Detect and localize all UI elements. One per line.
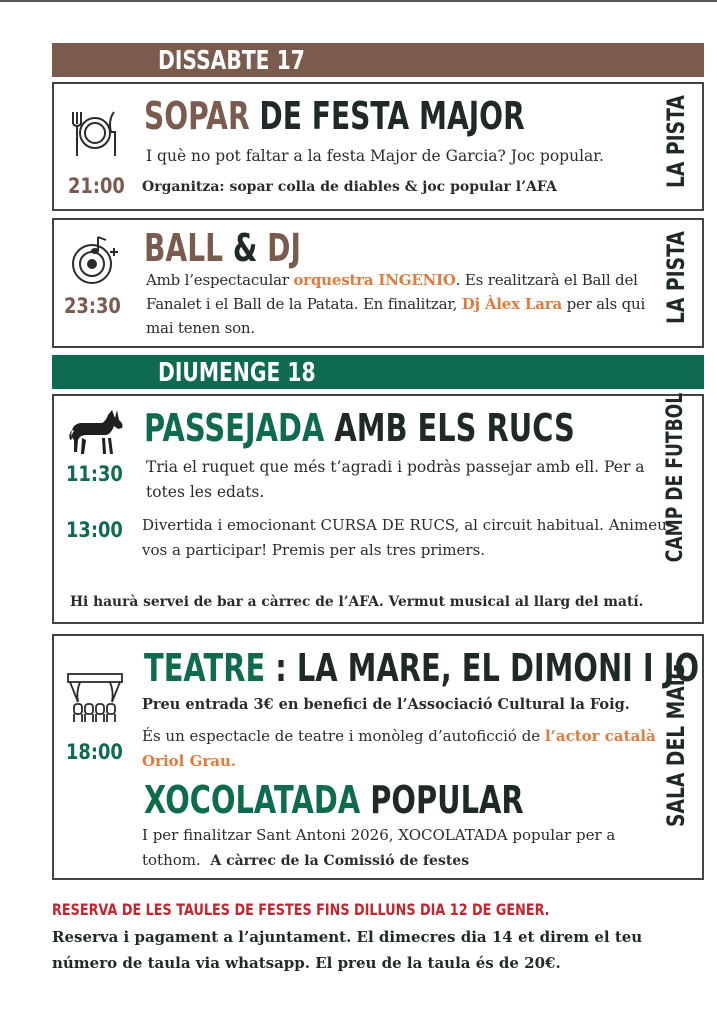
vinyl-music-icon: [68, 232, 124, 288]
passejada-title: PASSEJADA AMB ELS RUCS: [144, 406, 575, 450]
saturday-header: [52, 43, 704, 77]
passejada-time-1: 11:30: [66, 462, 123, 486]
sunday-header: [52, 355, 704, 389]
ball-description: Amb l’espectacular orquestra INGENIO. Es realitzarà el Ball del Fanalet i el Ball de la Patata. En finalitzar, Dj Àlex Lara per als qui mai tenen son.: [146, 271, 646, 337]
event-sopar: [52, 82, 704, 211]
reservation-text: Reserva i pagament a l’ajuntament. El dimecres dia 14 et direm el teu número de taula via whatsapp. El preu de la taula és de 20€.: [52, 928, 643, 972]
reservation-headline: RESERVA DE LES TAULES DE FESTES FINS DILLUNS DIA 12 DE GENER.: [52, 900, 550, 919]
cutlery-plate-icon: [68, 106, 122, 160]
sopar-time: 21:00: [68, 174, 125, 198]
teatre-price: Preu entrada 3€ en benefici de l’Associació Cultural la Foig.: [142, 696, 630, 713]
passejada-description-1: Tria el ruquet que més t’agradi i podràs passejar amb ell. Per a totes les edats.: [146, 458, 645, 501]
teatre-venue: SALA DEL MAIG: [662, 663, 690, 827]
top-border-line: [0, 0, 717, 2]
sopar-title: SOPAR DE FESTA MAJOR: [144, 94, 525, 138]
event-teatre: [52, 634, 704, 880]
saturday-label: DISSABTE 17: [158, 46, 305, 76]
passejada-description-2: Divertida i emocionant CURSA DE RUCS, al circuit habitual. Animeu-vos a participar! Premis per als tres primers.: [142, 516, 672, 559]
sopar-organizer: Organitza: sopar colla de diables & joc popular l’AFA: [142, 179, 557, 195]
xocolatada-title: XOCOLATADA POPULAR: [144, 778, 524, 822]
theatre-stage-icon: [66, 672, 124, 726]
ball-title: BALL & DJ: [144, 226, 301, 270]
sopar-venue: LA PISTA: [662, 95, 690, 188]
teatre-title: TEATRE : LA MARE, EL DIMONI I JO: [144, 646, 700, 690]
teatre-description: És un espectacle de teatre i monòleg d’autoficció de l’actor català Oriol Grau.: [142, 727, 656, 770]
sunday-label: DIUMENGE 18: [158, 358, 316, 388]
donkey-icon: [68, 408, 124, 458]
ball-venue: LA PISTA: [662, 231, 690, 324]
event-ball: [52, 218, 704, 348]
teatre-time: 18:00: [66, 740, 123, 764]
event-passejada: [52, 394, 704, 624]
ball-time: 23:30: [64, 294, 121, 318]
xocolatada-description: I per finalitzar Sant Antoni 2026, XOCOLATADA popular per a tothom. A càrrec de la Comissió de festes: [142, 826, 616, 869]
passejada-note: Hi haurà servei de bar a càrrec de l’AFA. Vermut musical al llarg del matí.: [70, 594, 644, 610]
sopar-description: I què no pot faltar a la festa Major de Garcia? Joc popular.: [146, 147, 604, 165]
passejada-time-2: 13:00: [66, 518, 123, 542]
passejada-venue: CAMP DE FUTBOL: [663, 392, 688, 563]
